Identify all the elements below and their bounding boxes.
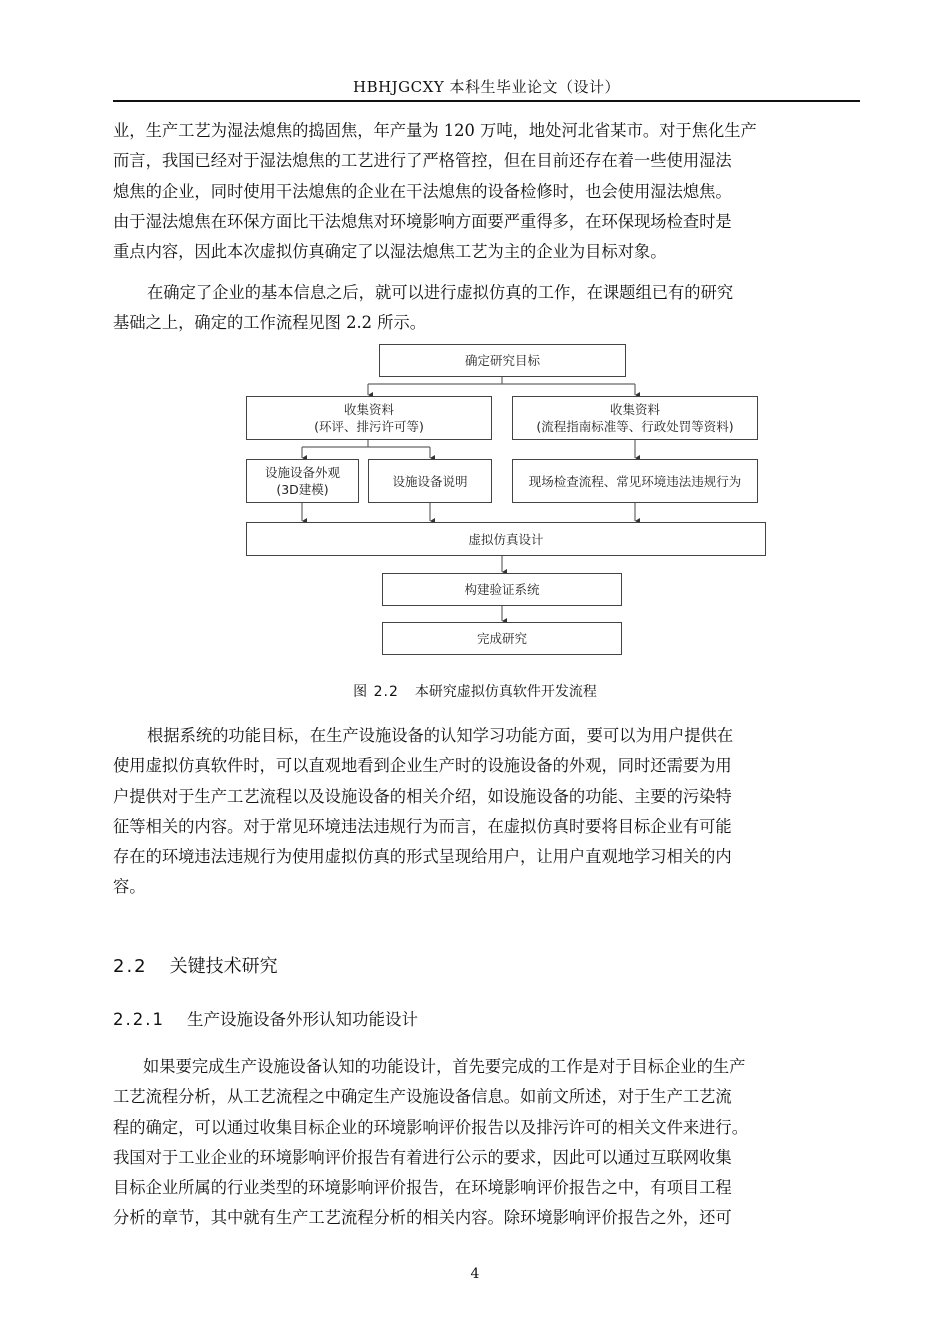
flow-box-finish-research — [382, 622, 622, 655]
box-sublabel: (流程指南标准等、行政处罚等资料) — [536, 419, 734, 434]
flow-box-build-system — [382, 573, 622, 606]
box-label: 收集资料 — [609, 402, 660, 417]
subsection-number: 2.2.1 — [113, 1010, 165, 1029]
page-header: HBHJGCXY 本科生毕业论文（设计） — [352, 78, 620, 96]
text-line: 存在的环境违法违规行为使用虚拟仿真的形式呈现给用户，让用户直观地学习相关的内 — [113, 847, 732, 867]
flow-box-simulation-design — [246, 522, 766, 556]
text-line: 熄焦的企业，同时使用干法熄焦的企业在干法熄焦的设备检修时，也会使用湿法熄焦。 — [113, 181, 732, 201]
text-line: 在确定了企业的基本信息之后，就可以进行虚拟仿真的工作，在课题组已有的研究 — [147, 283, 734, 302]
box-sublabel: (3D建模) — [276, 482, 329, 497]
text-line: 根据系统的功能目标，在生产设施设备的认知学习功能方面，要可以为用户提供在 — [147, 726, 734, 745]
text-line: 如果要完成生产设施设备认知的功能设计，首先要完成的工作是对于目标企业的生产 — [143, 1057, 746, 1076]
text-line: 我国对于工业企业的环境影响评价报告有着进行公示的要求，因此可以通过互联网收集 — [113, 1147, 732, 1167]
box-label: 完成研究 — [476, 631, 527, 646]
text-line: 重点内容，因此本次虚拟仿真确定了以湿法熄焦工艺为主的企业为目标对象。 — [113, 242, 667, 262]
text-line: 程的确定，可以通过收集目标企业的环境影响评价报告以及排污许可的相关文件来进行。 — [113, 1117, 748, 1137]
text-line: 工艺流程分析，从工艺流程之中确定生产设施设备信息。如前文所述，对于生产工艺流 — [113, 1087, 732, 1107]
box-sublabel: (环评、排污许可等) — [314, 419, 424, 434]
flow-box-research-goal — [379, 344, 626, 377]
text-line: 而言，我国已经对于湿法熄焦的工艺进行了严格管控，但在目前还存在着一些使用湿法 — [113, 151, 732, 171]
box-label: 现场检查流程、常见环境违法违规行为 — [528, 473, 742, 489]
text-line: 户提供对于生产工艺流程以及设施设备的相关介绍，如设施设备的功能、主要的污染特 — [113, 786, 732, 806]
text-line: 由于湿法熄焦在环保方面比干法熄焦对环境影响方面要严重得多，在环保现场检查时是 — [113, 211, 732, 231]
flow-box-collect-guidelines — [512, 396, 758, 440]
text-line: 分析的章节，其中就有生产工艺流程分析的相关内容。除环境影响评价报告之外，还可 — [113, 1208, 732, 1228]
figure-title: 本研究虚拟仿真软件开发流程 — [414, 684, 597, 700]
figure-caption — [0, 681, 950, 701]
text-line: 目标企业所属的行业类型的环境影响评价报告，在环境影响评价报告之中，有项目工程 — [113, 1178, 732, 1198]
paragraph-3 — [113, 721, 860, 903]
flow-box-collect-eia — [246, 396, 492, 440]
flow-box-inspection-violations — [512, 459, 758, 503]
subsection-title: 生产设施设备外形认知功能设计 — [186, 1010, 418, 1029]
flow-box-equipment-description — [368, 459, 492, 503]
page-number: 4 — [470, 1266, 480, 1282]
box-label: 设施设备外观 — [264, 465, 340, 480]
figure-number: 图 2.2 — [353, 684, 399, 700]
text-line: 征等相关的内容。对于常见环境违法违规行为而言，在虚拟仿真时要将目标企业有可能 — [113, 816, 732, 836]
section-number: 2.2 — [113, 956, 148, 977]
section-heading — [113, 952, 278, 978]
subsection-heading — [113, 1006, 418, 1030]
paragraph-2 — [113, 278, 860, 339]
text-line: 容。 — [113, 877, 146, 897]
box-label: 设施设备说明 — [392, 473, 468, 489]
box-label: 构建验证系统 — [464, 582, 540, 597]
flow-box-equipment-appearance — [246, 459, 359, 503]
header-rule — [113, 100, 860, 102]
box-label: 确定研究目标 — [464, 353, 540, 368]
section-title: 关键技术研究 — [169, 956, 278, 977]
paragraph-4 — [113, 1052, 860, 1234]
box-label: 收集资料 — [343, 402, 394, 417]
text-line: 使用虚拟仿真软件时，可以直观地看到企业生产时的设施设备的外观，同时还需要为用 — [113, 756, 732, 776]
text-line: 业，生产工艺为湿法熄焦的捣固焦，年产量为 120 万吨，地处河北省某市。对于焦化生产 — [113, 121, 757, 140]
text-line: 基础之上，确定的工作流程见图 2.2 所示。 — [113, 313, 427, 333]
paragraph-1 — [113, 116, 860, 267]
box-label: 虚拟仿真设计 — [468, 531, 544, 547]
